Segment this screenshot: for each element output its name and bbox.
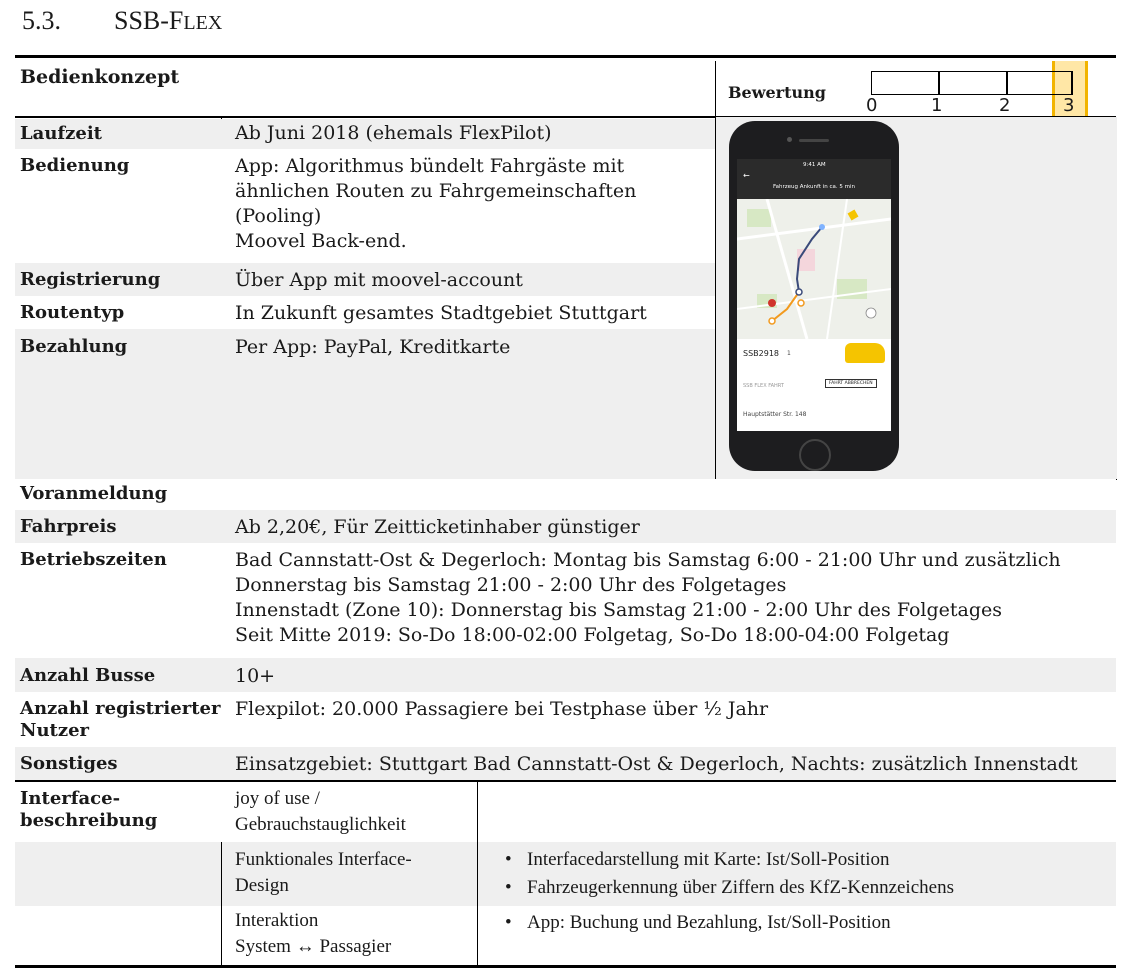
- table-row: [15, 149, 715, 263]
- row-value: Per App: PayPal, Kreditkarte: [235, 336, 511, 358]
- row-value: Flexpilot: 20.000 Passagiere bei Testphase über ½ Jahr: [235, 698, 769, 720]
- interface-row-func: [15, 842, 1116, 906]
- row-label: Laufzeit: [20, 123, 102, 144]
- row-value: In Zukunft gesamtes Stadtgebiet Stuttgart: [235, 302, 647, 324]
- row-label: Voranmeldung: [20, 483, 168, 504]
- vehicle-image: [845, 343, 885, 363]
- row-label: Bedienung: [20, 155, 130, 176]
- interface-row-interaction: [15, 906, 1116, 966]
- row-value: Über App mit moovel-account: [235, 269, 523, 291]
- table-row: [15, 119, 715, 149]
- row-label: Anzahl registrierter Nutzer: [20, 698, 221, 741]
- table-row: [15, 479, 1116, 510]
- interaction-bullets: [505, 909, 891, 937]
- list-item: • Interfacedarstellung mit Karte: Ist/Soll-Position: [505, 849, 890, 870]
- table-row: [15, 263, 715, 296]
- row-label: Fahrpreis: [20, 516, 117, 537]
- section-number: 5.3.: [22, 6, 61, 35]
- row-value: Einsatzgebiet: Stuttgart Bad Cannstatt-Ost & Degerloch, Nachts: zusätzlich Innenstadt: [235, 753, 1078, 775]
- table-row: [15, 658, 1116, 692]
- row-value: App: Algorithmus bündelt Fahrgäste mit ähnlichen Routen zu Fahrgemeinschaften (Pooling) Moovel Back-end.: [235, 155, 637, 252]
- row-label: Anzahl Busse: [20, 665, 156, 686]
- app-screenshot: [715, 117, 1117, 480]
- header-row: [15, 58, 1116, 117]
- map-view: [737, 199, 891, 339]
- scale-label-0: 0: [866, 95, 878, 116]
- row-value: Ab Juni 2018 (ehemals FlexPilot): [235, 122, 552, 144]
- home-button: [799, 439, 831, 471]
- rating-box: [715, 61, 1117, 120]
- section-heading: [22, 6, 222, 36]
- header-title: Bedienkonzept: [20, 66, 180, 88]
- row-value: Ab 2,20€, Für Zeitticketinhaber günstiger: [235, 516, 640, 538]
- scale-label-1: 1: [931, 95, 943, 116]
- list-item: • App: Buchung und Bezahlung, Ist/Soll-Position: [505, 912, 891, 933]
- section-title: SSB-FLEX: [114, 6, 223, 35]
- interface-row-joy: [15, 782, 1116, 842]
- table-row: [15, 692, 1116, 747]
- phone-screen: [737, 159, 891, 431]
- app-header: 9:41 AM ← Fahrzeug Ankunft in ca. 5 min: [737, 159, 891, 199]
- functional-design-bullets: [505, 846, 954, 902]
- rating-label: Bewertung: [728, 83, 826, 102]
- table-row: [15, 329, 715, 479]
- row-label: Routentyp: [20, 302, 125, 323]
- functional-design-label: Funktionales Interface- Design: [235, 849, 412, 896]
- row-value: Bad Cannstatt-Ost & Degerloch: Montag bis Samstag 6:00 - 21:00 Uhr und zusätzlich Donnerstag bis Samstag 21:00 - 2:00 Uhr des Folgetages Innenstadt (Zone 10): Donnerstag bis Samstag 21:00 - 2:00 Uhr des Folgetages Seit Mitte 2019: So-Do 18:00-02:00 Folgetag, So-Do 18:00-04:00 Folgetag: [235, 549, 1061, 646]
- row-label: Betriebszeiten: [20, 549, 167, 570]
- row-value: 10+: [235, 665, 276, 687]
- stop-address: Hauptstätter Str. 148: [743, 411, 807, 418]
- route-map: [737, 199, 891, 339]
- table-row: [15, 747, 1116, 780]
- table-row: [15, 296, 715, 329]
- interface-label: Interface- beschreibung: [20, 788, 158, 831]
- vehicle-card: SSB2918 1 SSB FLEX FAHRT FAHRT ABBRECHEN Hauptstätter Str. 148: [737, 339, 891, 431]
- passenger-count: 1: [787, 350, 791, 357]
- table-row: [15, 510, 1116, 543]
- vehicle-id: SSB2918: [743, 349, 780, 358]
- back-arrow-icon: ←: [743, 171, 750, 180]
- cancel-ride-button[interactable]: FAHRT ABBRECHEN: [825, 379, 877, 388]
- scale-label-2: 2: [999, 95, 1011, 116]
- rating-scale: [871, 71, 1073, 95]
- row-label: Sonstiges: [20, 753, 118, 774]
- joy-of-use-label: joy of use / Gebrauchstauglichkeit: [235, 788, 406, 835]
- smartphone-image: [729, 121, 899, 471]
- interaction-label: Interaktion System ↔ Passagier: [235, 910, 392, 957]
- list-item: • Fahrzeugerkennung über Ziffern des KfZ-Kennzeichens: [505, 877, 954, 898]
- table-row: [15, 543, 1116, 658]
- row-label: Bezahlung: [20, 336, 128, 357]
- scale-label-3: 3: [1063, 95, 1075, 116]
- table-bottom-rule: [15, 965, 1116, 968]
- row-label: Registrierung: [20, 269, 161, 290]
